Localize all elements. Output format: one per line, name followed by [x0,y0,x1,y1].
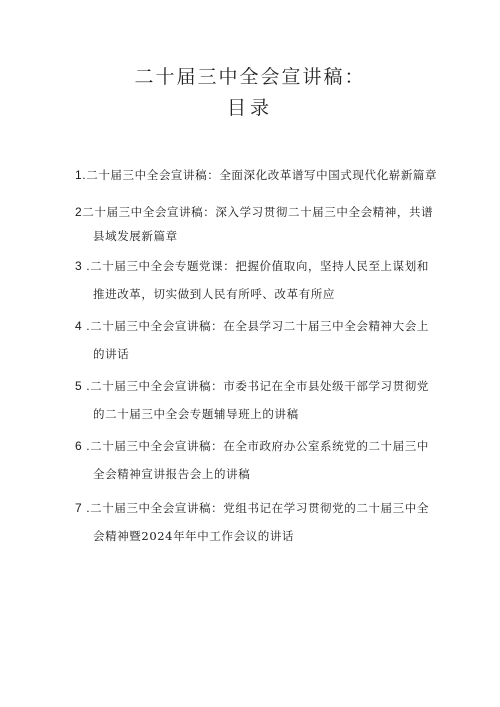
toc-number: 3 . [75,259,91,273]
toc-number: 4 . [75,319,91,333]
toc-text: 二十届三中全会宣讲稿：深入学习贯彻二十届三中全会精神，共谱 [82,205,434,219]
toc-item-7 [75,502,435,542]
toc-item-6 [75,440,435,480]
toc-number: 7 . [75,501,91,515]
toc-item-2 [75,206,435,242]
toc-text: 二十届三中全会宣讲稿：全面深化改革谱写中国式现代化崭新篇章 [86,168,438,182]
toc-text: 二十届三中全会宣讲稿：党组书记在学习贯彻党的二十届三中全 [90,501,429,515]
toc-number: 5 . [75,379,91,393]
toc-item-4 [75,320,435,360]
toc-item-1 [75,168,438,182]
toc-text: 二十届三中全会宣讲稿：在全市政府办公室系统党的二十届三中 [90,439,429,453]
toc-text-continued: 的二十届三中全会专题辅导班上的讲稿 [93,407,299,421]
toc-text-continued: 全会精神宣讲报告会上的讲稿 [93,467,251,481]
toc-text-continued: 推进改革，切实做到人民有所呼、改革有所应 [93,287,335,301]
document-title: 二十届三中全会宣讲稿： [134,66,366,88]
toc-number: 1. [75,168,87,182]
toc-heading: 目录 [226,97,273,119]
toc-number: 6 . [75,439,91,453]
toc-text: 二十届三中全会专题党课：把握价值取向，坚持人民至上谋划和 [90,259,429,273]
toc-text-continued: 会精神暨2024年年中工作会议的讲话 [93,529,295,543]
toc-text: 二十届三中全会宣讲稿：市委书记在全市县处级干部学习贯彻党 [90,379,429,393]
toc-number: 2 [75,205,83,219]
toc-text-continued: 县域发展新篇章 [93,229,178,243]
toc-item-3 [75,260,435,300]
toc-text: 二十届三中全会宣讲稿：在全县学习二十届三中全会精神大会上 [90,319,429,333]
toc-text-continued: 的讲话 [93,347,130,361]
toc-item-5 [75,380,435,420]
